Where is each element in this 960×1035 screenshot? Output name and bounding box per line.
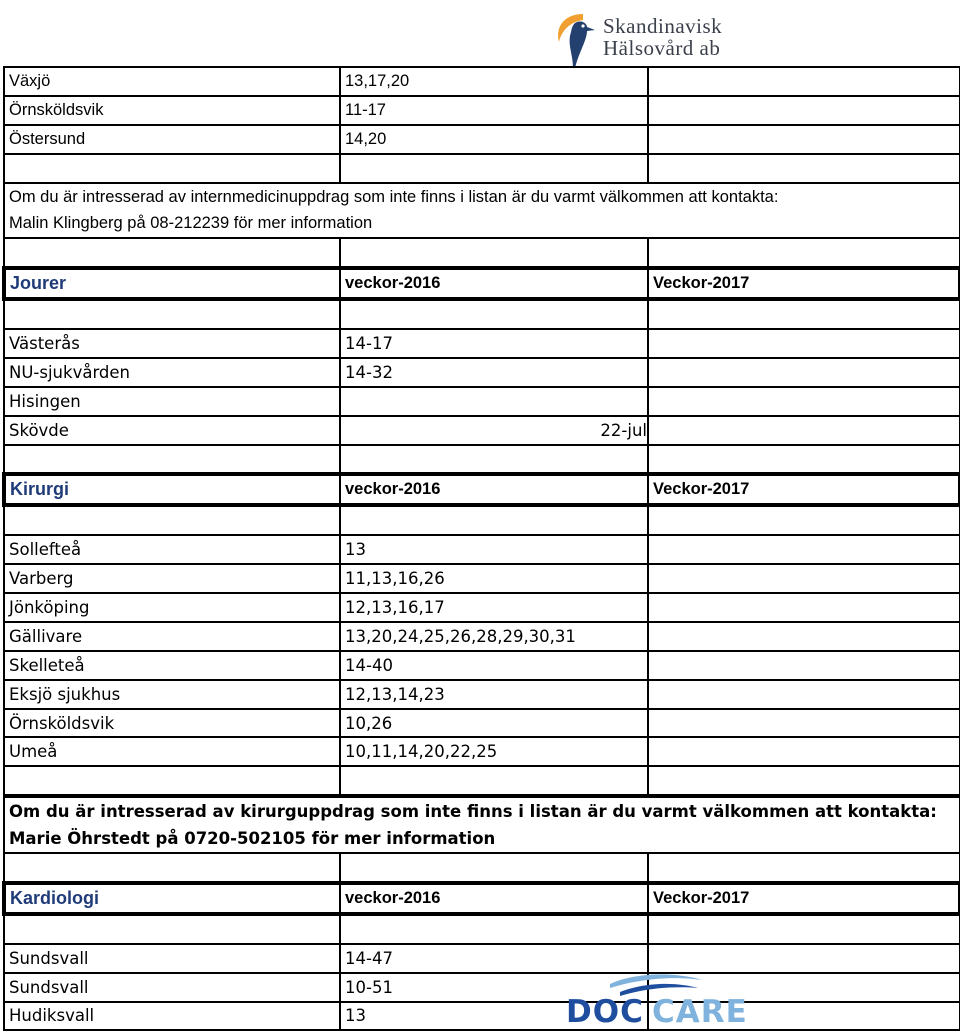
weeks-cell: 14-32 (340, 358, 648, 387)
brand-name-line2: Hälsovård ab (603, 36, 721, 60)
place-cell: Jönköping (4, 593, 340, 622)
col-2016-header: veckor-2016 (340, 474, 648, 505)
place-cell: Hisingen (4, 387, 340, 416)
weeks-cell: 14-17 (340, 329, 648, 358)
table-row (4, 593, 960, 622)
table-row (4, 125, 960, 154)
col-2017-header: Veckor-2017 (648, 268, 960, 299)
assignment-table (2, 66, 960, 1031)
table-row (4, 67, 960, 96)
doc-care-logo (566, 970, 746, 1030)
spacer-row (4, 154, 960, 183)
table-row (4, 1002, 960, 1031)
place-cell: Örnsköldsvik (4, 96, 340, 125)
skandinavisk-halsovard-logo (553, 8, 763, 68)
table-row (4, 358, 960, 387)
weeks-cell: 22-jul (340, 416, 648, 445)
spacer-row (4, 238, 960, 268)
spacer-row (4, 445, 960, 475)
kirurgi-info-line1: Om du är intresserad av kirurguppdrag som inte finns i listan är du varmt välkommen att kontakta: (4, 796, 960, 825)
section-header-jourer (4, 268, 960, 299)
weeks-cell: 10,26 (340, 709, 648, 738)
spacer-row (4, 853, 960, 883)
place-cell: Sundsvall (4, 973, 340, 1002)
weeks-cell: 13 (340, 535, 648, 564)
doc-wordmark: DOC (566, 994, 644, 1030)
kirurgi-info-line2: Marie Öhrstedt på 0720-502105 för mer information (4, 825, 960, 853)
spacer-row (4, 914, 960, 944)
intern-info-line2: Malin Klingberg på 08-212239 för mer information (4, 210, 960, 238)
place-cell: NU-sjukvården (4, 358, 340, 387)
table-row (4, 709, 960, 738)
care-wordmark: CARE (652, 994, 748, 1030)
table-row (4, 944, 960, 973)
weeks-cell: 11-17 (340, 96, 648, 125)
intern-info-line1: Om du är intresserad av internmedicinuppdrag som inte finns i listan är du varmt välkommen att kontakta: (4, 183, 960, 211)
place-cell: Skövde (4, 416, 340, 445)
bird-logo-icon (553, 8, 601, 72)
place-cell: Skelleteå (4, 651, 340, 680)
table-row (4, 680, 960, 709)
col-2017-header: Veckor-2017 (648, 883, 960, 914)
place-cell: Örnsköldsvik (4, 709, 340, 738)
table-row (4, 96, 960, 125)
table-row (4, 973, 960, 1002)
table-row (4, 416, 960, 445)
section-title: Kardiologi (4, 883, 340, 914)
table-row (4, 622, 960, 651)
section-title: Kirurgi (4, 474, 340, 505)
place-cell: Östersund (4, 125, 340, 154)
weeks-cell: 11,13,16,26 (340, 564, 648, 593)
info-row (4, 210, 960, 238)
table-row (4, 329, 960, 358)
weeks-cell: 14,20 (340, 125, 648, 154)
place-cell: Gällivare (4, 622, 340, 651)
section-header-kirurgi (4, 474, 960, 505)
table-row (4, 737, 960, 766)
info-row (4, 825, 960, 853)
weeks-cell: 10-51 (340, 973, 648, 1002)
weeks-cell: 13,17,20 (340, 67, 648, 96)
col-2017-header: Veckor-2017 (648, 474, 960, 505)
place-cell: Eksjö sjukhus (4, 680, 340, 709)
spacer-row (4, 505, 960, 535)
spacer-row (4, 766, 960, 796)
place-cell: Sundsvall (4, 944, 340, 973)
weeks-cell: 14-40 (340, 651, 648, 680)
weeks-cell: 13 (340, 1002, 648, 1031)
col-2016-header: veckor-2016 (340, 268, 648, 299)
weeks-cell: 13,20,24,25,26,28,29,30,31 (340, 622, 648, 651)
info-row (4, 796, 960, 825)
weeks-cell: 12,13,14,23 (340, 680, 648, 709)
table-row (4, 564, 960, 593)
place-cell: Hudiksvall (4, 1002, 340, 1031)
section-title: Jourer (4, 268, 340, 299)
table-row (4, 535, 960, 564)
place-cell: Umeå (4, 737, 340, 766)
spacer-row (4, 299, 960, 329)
col-2016-header: veckor-2016 (340, 883, 648, 914)
place-cell: Västerås (4, 329, 340, 358)
place-cell: Växjö (4, 67, 340, 96)
weeks-cell: 12,13,16,17 (340, 593, 648, 622)
weeks-cell: 10,11,14,20,22,25 (340, 737, 648, 766)
table-row (4, 651, 960, 680)
section-header-kardiologi (4, 883, 960, 914)
place-cell: Varberg (4, 564, 340, 593)
info-row (4, 183, 960, 211)
table-row (4, 387, 960, 416)
weeks-cell: 14-47 (340, 944, 648, 973)
brand-name-line1: Skandinavisk (603, 14, 723, 38)
place-cell: Sollefteå (4, 535, 340, 564)
